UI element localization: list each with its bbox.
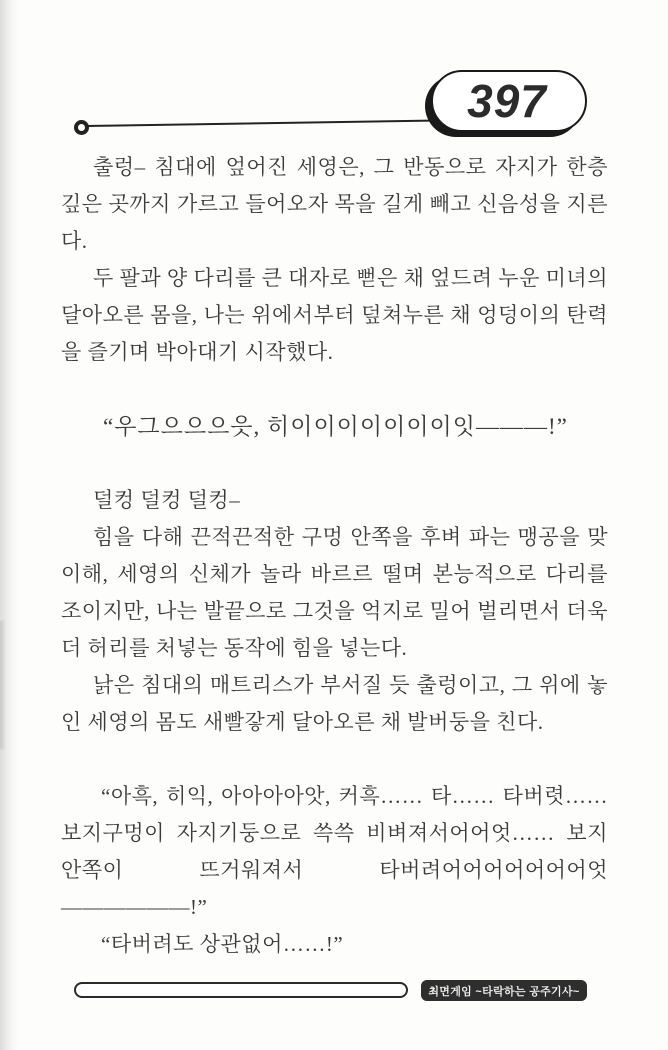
paragraph: 덜컹 덜컹 덜컹– [93, 488, 241, 512]
page-number-badge [431, 70, 587, 132]
dialogue-line: “아흑, 히익, 아아아아앗, 커흑…… 타…… 타버렷…… 보지구멍이 자지기둥으로 쓱쓱 비벼져서어어엇…… 보지 안쪽이 뜨거워져서 타버려어어어어어어어엇——————!” [61, 784, 608, 919]
footer-rule-pill [74, 982, 408, 998]
paragraph: 낡은 침대의 매트리스가 부서질 듯 출렁이고, 그 위에 놓인 세영의 몸도 새빨갛게 달아오른 채 발버둥을 친다. [61, 673, 608, 734]
paragraph: 두 팔과 양 다리를 큰 대자로 뻗은 채 엎드려 누운 미녀의 달아오른 몸을, 나는 위에서부터 덮쳐누른 채 엉덩이의 탄력을 즐기며 박아대기 시작했다. [61, 266, 608, 364]
book-title: 최면게임 ~타락하는 공주기사~ [428, 985, 580, 998]
dialogue-line: “타버려도 상관없어……!” [101, 932, 344, 956]
paragraph: 힘을 다해 끈적끈적한 구멍 안쪽을 후벼 파는 맹공을 맞이해, 세영의 신체가 놀라 바르르 떨며 본능적으로 다리를 조이지만, 나는 발끝으로 그것을 억지로 밀어 벌리면서 더욱 더 허리를 처넣는 동작에 힘을 넣는다. [61, 525, 608, 660]
header-rule-line [86, 119, 438, 127]
paragraph: 출렁– 침대에 엎어진 세영은, 그 반동으로 자지가 한층 깊은 곳까지 가르고 들어오자 목을 길게 빼고 신음성을 지른다. [61, 155, 608, 253]
page-text [61, 149, 608, 963]
page-number: 397 [467, 75, 547, 127]
footer-title-badge [421, 980, 587, 1001]
scan-edge-shadow [0, 0, 18, 1050]
header-rule-ring-icon [74, 120, 89, 135]
scan-edge-smudge [0, 620, 6, 750]
dialogue-line: “우그으으으읏, 히이이이이이이이잇———!” [103, 414, 568, 439]
